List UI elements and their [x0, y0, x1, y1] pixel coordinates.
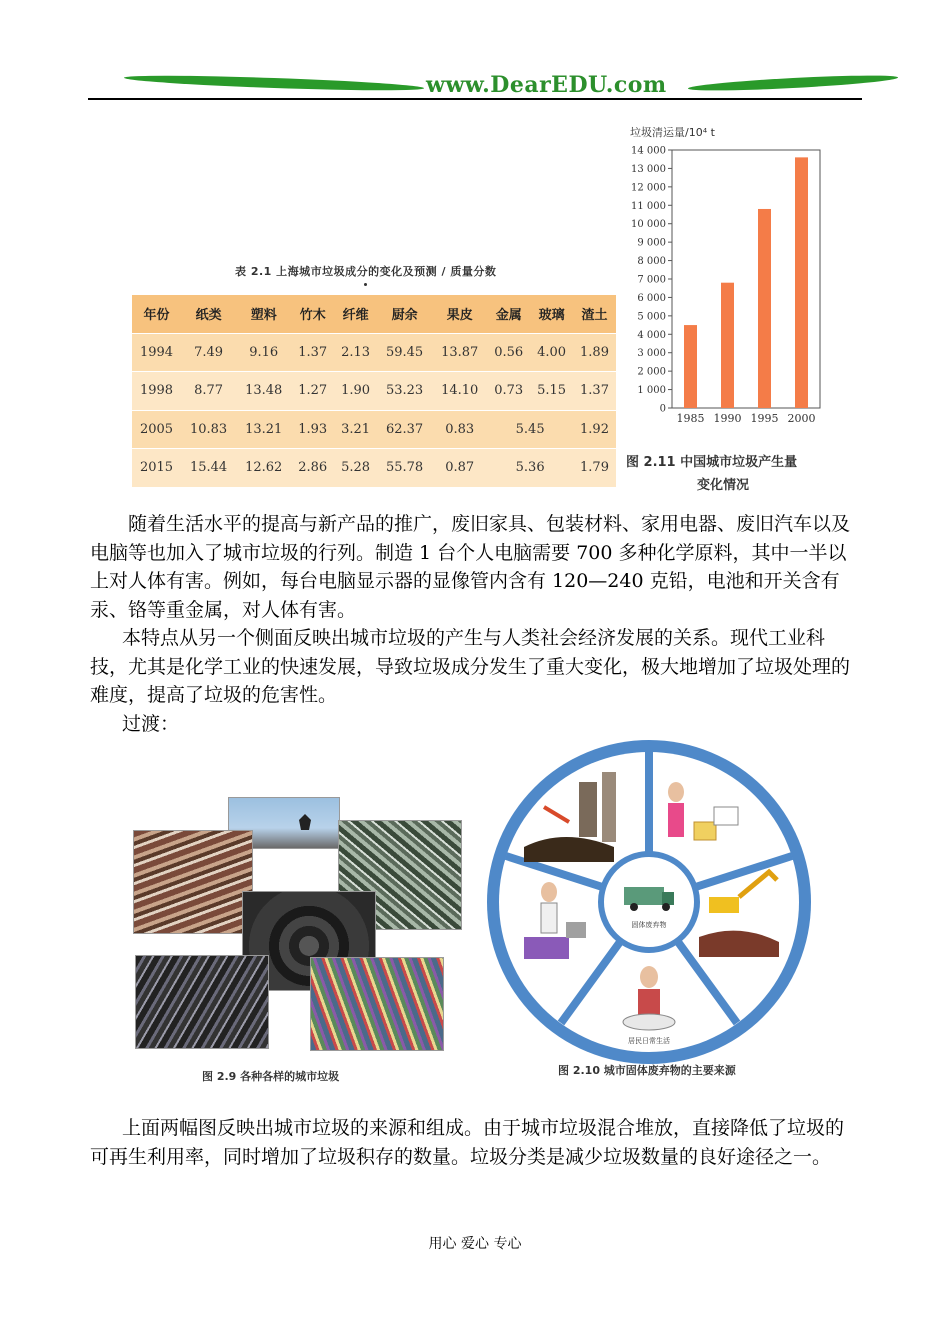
table-cell: 1.27	[291, 372, 334, 411]
table-cell: 1994	[132, 333, 181, 372]
table-row	[132, 449, 616, 488]
table-cell: 62.37	[377, 410, 432, 449]
y-tick-label: 6 000	[637, 292, 666, 304]
table-cell: 12.62	[236, 449, 291, 488]
waste-source-wheel	[484, 737, 814, 1067]
chart-caption-line1: 图 2.11 中国城市垃圾产生量	[626, 455, 798, 470]
table-cell: 13.87	[432, 333, 487, 372]
table-cell: 5.28	[334, 449, 377, 488]
table-cell: 0.73	[487, 372, 530, 411]
y-tick-label: 10 000	[631, 219, 666, 231]
table-cell: 7.49	[181, 333, 236, 372]
table-cell: 2.13	[334, 333, 377, 372]
paragraph-3: 过渡：	[122, 713, 180, 735]
table-cell: 15.44	[181, 449, 236, 488]
y-tick-label: 3 000	[637, 348, 666, 360]
x-tick-label: 2000	[787, 412, 816, 425]
table-cell: 1.89	[573, 333, 616, 372]
bar-1995	[758, 209, 771, 408]
photo-wood-debris	[133, 830, 253, 934]
page-footer: 用心 爱心 专心	[428, 1236, 522, 1252]
site-logo-text[interactable]: www.DearEDU.com	[426, 72, 667, 98]
y-tick-label: 2 000	[637, 366, 666, 378]
table-cell: 2.86	[291, 449, 334, 488]
composition-table	[132, 295, 616, 488]
y-tick-label: 7 000	[637, 274, 666, 286]
waste-volume-bar-chart	[624, 122, 840, 440]
y-tick-label: 14 000	[631, 145, 666, 157]
bar-1990	[721, 283, 734, 408]
table-row	[132, 372, 616, 411]
table-cell: 13.48	[236, 372, 291, 411]
y-tick-label: 11 000	[631, 200, 666, 212]
header-left-swoosh	[124, 73, 424, 93]
table-cell: 14.10	[432, 372, 487, 411]
y-tick-label: 5 000	[637, 311, 666, 323]
table-cell: 5.15	[530, 372, 573, 411]
table-cell: 1.79	[573, 449, 616, 488]
table-cell: 9.16	[236, 333, 291, 372]
bar-2000	[795, 157, 808, 408]
x-tick-label: 1990	[713, 412, 742, 425]
table-cell: 1.37	[291, 333, 334, 372]
table-cell: 1998	[132, 372, 181, 411]
y-tick-label: 8 000	[637, 256, 666, 268]
wheel-caption: 图 2.10 城市固体废弃物的主要来源	[558, 1064, 736, 1077]
col-header: 果皮	[432, 295, 487, 333]
header-rule	[88, 98, 862, 100]
y-tick-label: 12 000	[631, 182, 666, 194]
bar-1985	[684, 325, 697, 408]
table-row	[132, 410, 616, 449]
page-header	[88, 60, 862, 104]
table-cell: 0.56	[487, 333, 530, 372]
table-cell: 13.21	[236, 410, 291, 449]
table-cell: 55.78	[377, 449, 432, 488]
header-right-swoosh	[688, 72, 898, 93]
table-cell: 2015	[132, 449, 181, 488]
x-tick-label: 1995	[750, 412, 779, 425]
table-cell-merged: 5.36	[487, 449, 573, 488]
y-tick-label: 4 000	[637, 329, 666, 341]
paragraph-1: 随着生活水平的提高与新产品的推广，废旧家具、包装材料、家用电器、废旧汽车以及电脑等也加入了城市垃圾的行列。制造 1 台个人电脑需要 700 多种化学原料，其中一半以上对人体有害。例如，每台电脑显示器的显像管内含有 120—240 克铅，电池和开关含有汞、铬等重金属，对人体有害。	[90, 513, 851, 621]
table-cell: 4.00	[530, 333, 573, 372]
wheel-center-label: 固体废弃物	[631, 921, 667, 929]
table-caption: 表 2.1 上海城市垃圾成分的变化及预测 / 质量分数	[235, 265, 497, 278]
table-cell: 8.77	[181, 372, 236, 411]
col-header: 玻璃	[530, 295, 573, 333]
table-cell: 1.37	[573, 372, 616, 411]
y-tick-label: 1 000	[637, 385, 666, 397]
table-header-row	[132, 295, 616, 333]
table-cell: 0.87	[432, 449, 487, 488]
x-tick-label: 1985	[676, 412, 705, 425]
chart-caption-line2: 变化情况	[697, 478, 750, 493]
col-header: 纸类	[181, 295, 236, 333]
photo-bicycle-scrap	[135, 955, 269, 1049]
paragraph-2: 本特点从另一个侧面反映出城市垃圾的产生与人类社会经济发展的关系。现代工业科技，尤其是化学工业的快速发展，导致垃圾成分发生了重大变化，极大地增加了垃圾处理的难度，提高了垃圾的危害性。	[90, 627, 851, 706]
col-header: 塑料	[236, 295, 291, 333]
table-cell: 3.21	[334, 410, 377, 449]
paragraph-4: 上面两幅图反映出城市垃圾的来源和组成。由于城市垃圾混合堆放，直接降低了垃圾的可再生利用率，同时增加了垃圾积存的数量。垃圾分类是减少垃圾数量的良好途径之一。	[90, 1117, 845, 1168]
table-cell: 1.90	[334, 372, 377, 411]
table-cell: 10.83	[181, 410, 236, 449]
col-header: 厨余	[377, 295, 432, 333]
table-cell-merged: 5.45	[487, 410, 573, 449]
col-header: 金属	[487, 295, 530, 333]
col-header: 纤维	[334, 295, 377, 333]
y-axis-label: 垃圾清运量/10⁴ t	[630, 126, 715, 139]
y-tick-label: 13 000	[631, 163, 666, 175]
table-cell: 1.93	[291, 410, 334, 449]
col-header: 年份	[132, 295, 181, 333]
table-row	[132, 333, 616, 372]
y-tick-label: 9 000	[637, 237, 666, 249]
table-cell: 1.92	[573, 410, 616, 449]
photo-caption: 图 2.9 各种各样的城市垃圾	[202, 1070, 340, 1083]
photo-mixed-plastic	[310, 957, 444, 1051]
table-cell: 53.23	[377, 372, 432, 411]
caption-dot	[364, 283, 367, 286]
y-tick-label: 0	[659, 403, 666, 415]
col-header: 渣土	[573, 295, 616, 333]
col-header: 竹木	[291, 295, 334, 333]
table-cell: 2005	[132, 410, 181, 449]
table-cell: 0.83	[432, 410, 487, 449]
table-cell: 59.45	[377, 333, 432, 372]
wheel-bottom-label: 居民日常生活	[628, 1037, 670, 1045]
